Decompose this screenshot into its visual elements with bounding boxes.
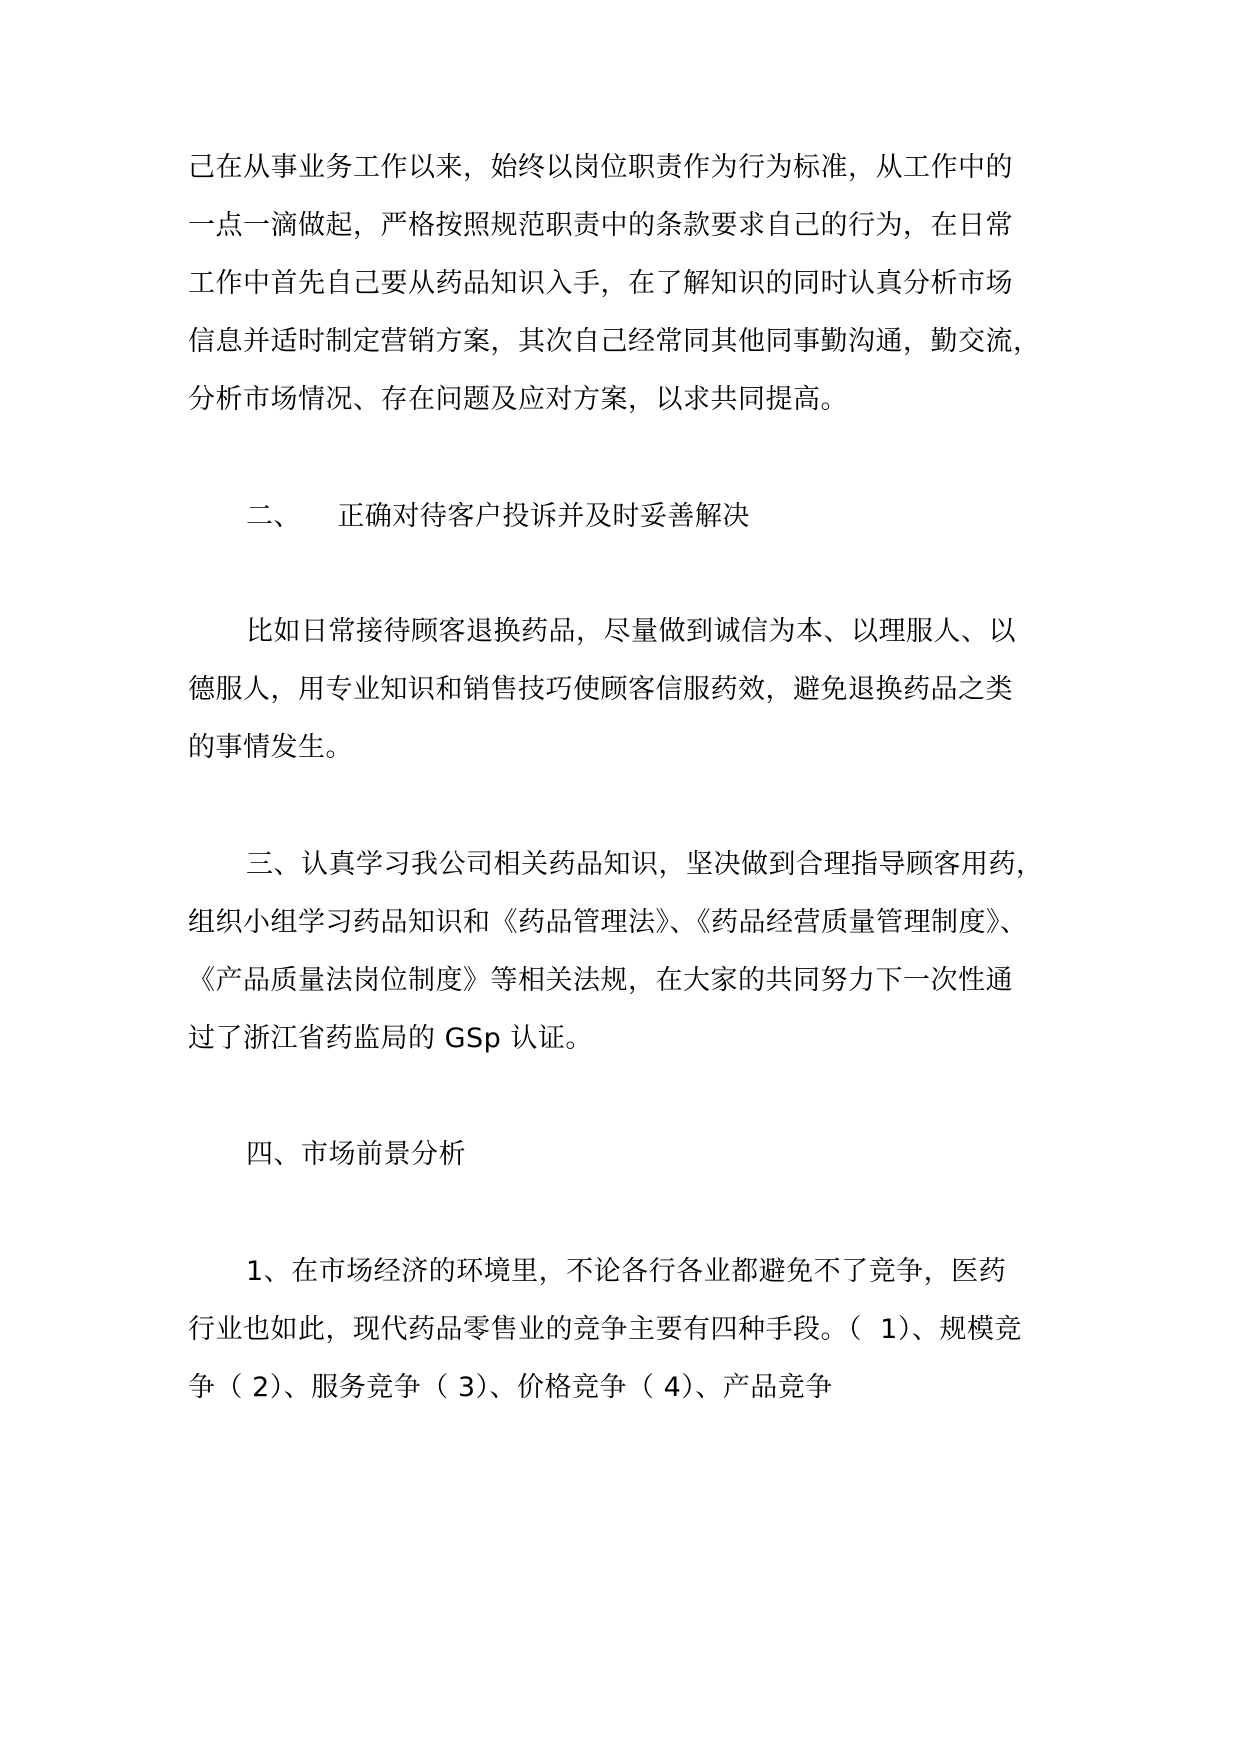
paragraph-line: 1、在市场经济的环境里，不论各行各业都避免不了竞争，医药 — [246, 1256, 1007, 1287]
paragraph-line: 组织小组学习药品知识和《药品管理法》、《药品经营质量管理制度》、 — [188, 907, 1028, 938]
paragraph-line: 比如日常接待顾客退换药品，尽量做到诚信为本、以理服人、以 — [246, 616, 1016, 647]
paragraph-line: 工作中首先自己要从药品知识入手，在了解知识的同时认真分析市场 — [188, 268, 1013, 299]
section-heading: 二、 正确对待客户投诉并及时妥善解决 — [246, 501, 750, 532]
paragraph-line: 《产品质量法岗位制度》等相关法规，在大家的共同努力下一次性通 — [188, 965, 1013, 996]
paragraph-line: 一点一滴做起，严格按照规范职责中的条款要求自己的行为，在日常 — [188, 210, 1013, 241]
paragraph-line: 的事情发生。 — [188, 732, 353, 763]
paragraph-line: 分析市场情况、存在问题及应对方案，以求共同提高。 — [188, 384, 848, 415]
paragraph-line: 三、认真学习我公司相关药品知识，坚决做到合理指导顾客用药， — [246, 849, 1044, 880]
paragraph-line: 信息并适时制定营销方案，其次自己经常同其他同事勤沟通，勤交流， — [188, 326, 1041, 357]
paragraph-line: 德服人，用专业知识和销售技巧使顾客信服药效，避免退换药品之类 — [188, 674, 1013, 705]
paragraph-line: 己在从事业务工作以来，始终以岗位职责作为行为标准，从工作中的 — [188, 152, 1013, 183]
paragraph-line: 行业也如此，现代药品零售业的竞争主要有四种手段。（ 1）、规模竞 — [188, 1314, 1022, 1345]
paragraph-line: 争（ 2）、服务竞争（ 3）、价格竞争（ 4）、产品竞争 — [188, 1372, 833, 1403]
section-heading: 四、市场前景分析 — [246, 1139, 466, 1170]
paragraph-line: 过了浙江省药监局的 GSp 认证。 — [188, 1023, 593, 1054]
